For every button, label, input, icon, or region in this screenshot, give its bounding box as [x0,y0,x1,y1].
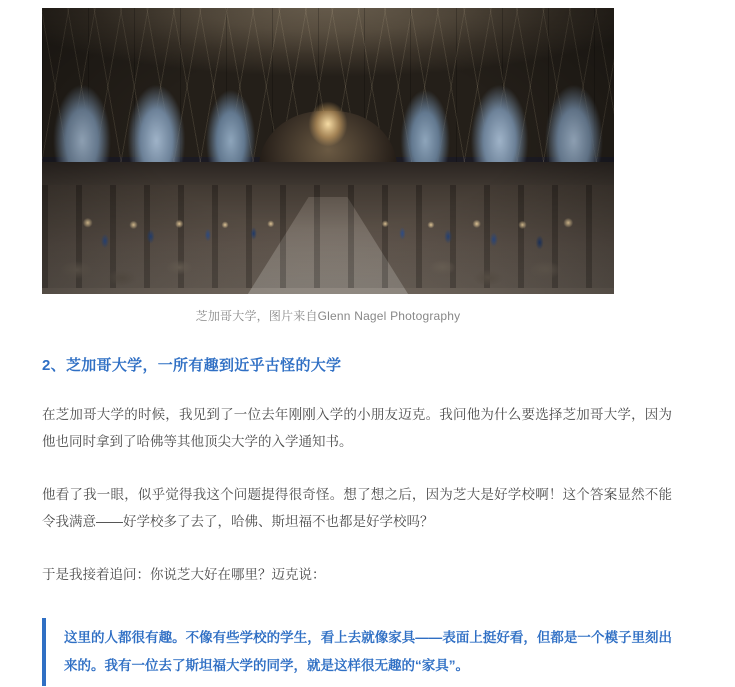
paragraph-2: 他看了我一眼，似乎觉得我这个问题提得很奇怪。想了想之后，因为芝大是好学校啊！这个答案显然不能令我满意——好学校多了去了，哈佛、斯坦福不也都是好学校吗？ [42,487,672,529]
pull-quote [42,618,672,686]
paragraph-1: 在芝加哥大学的时候，我见到了一位去年刚刚入学的小朋友迈克。我问他为什么要选择芝加哥大学，因为他也同时拿到了哈佛等其他顶尖大学的入学通知书。 [42,407,672,449]
pull-quote-text: 这里的人都很有趣。不像有些学校的学生，看上去就像家具——表面上挺好看，但都是一个模子里刻出来的。我有一位去了斯坦福大学的同学，就是这样很无趣的“家具”。 [64,630,672,673]
library-interior-photo [42,8,614,294]
article-figure [42,8,614,324]
paragraph-3: 于是我接着追问：你说芝大好在哪里？迈克说： [42,567,326,582]
photo-vignette [42,8,614,294]
figure-caption: 芝加哥大学，图片来自Glenn Nagel Photography [195,309,461,323]
section-title: 2、芝加哥大学，一所有趣到近乎古怪的大学 [42,357,342,374]
